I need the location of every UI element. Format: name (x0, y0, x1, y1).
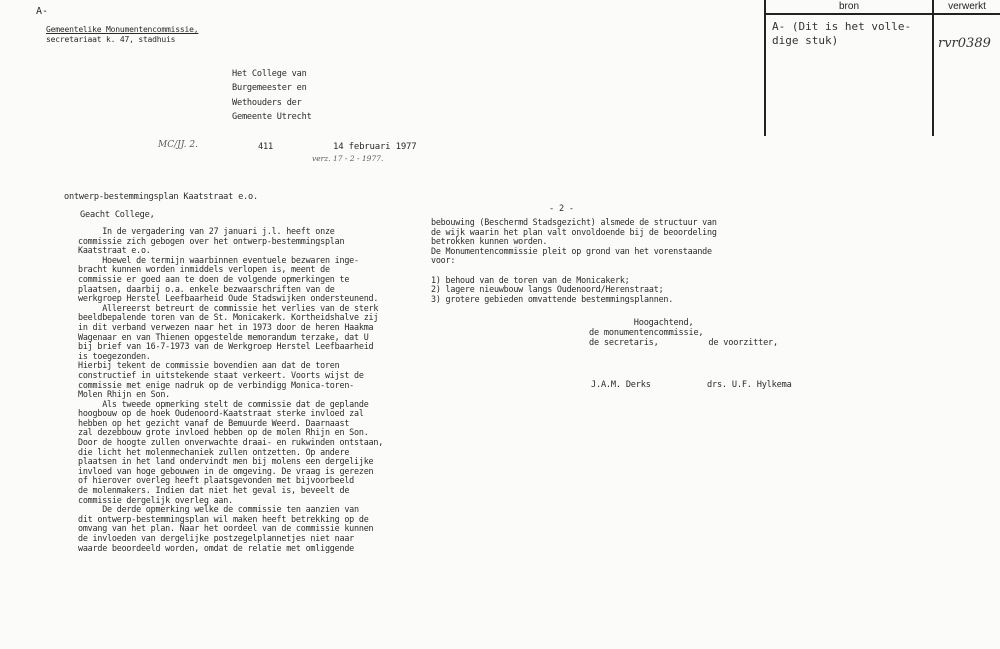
body-text-line: beeldbepalende toren van de St. Monicakerk. Kortheidshalve zij (78, 312, 379, 323)
letter-subject: ontwerp-bestemmingsplan Kaatstraat e.o. (64, 192, 258, 202)
body-text-line: plaatsen in het land ondervindt men bij molens een dergelijke (78, 456, 374, 467)
stamp-bron-line: dige stuk) (772, 34, 839, 47)
handwritten-sent-date: verz. 17 - 2 - 1977. (312, 154, 384, 163)
stamp-bron-header: bron (838, 1, 859, 12)
body-text-line: hoogbouw op de hoek Oudenoord-Kaatstraat sterke invloed zal (78, 408, 364, 419)
body-text-line: in dit verband verwezen naar het in 1973 door de heren Haakma (78, 321, 374, 332)
body-text-line: die licht het molenmechaniek zullen ontzetten. Op andere (78, 446, 350, 457)
address-line: Gemeente Utrecht (232, 111, 312, 122)
corner-mark: A- (36, 6, 49, 17)
archive-stamp-table (764, 0, 1000, 136)
body-text-line: werkgroep Herstel Leefbaarheid Oude Stadswijken ondersteunend. (78, 293, 379, 304)
address-line: Het College van (232, 69, 307, 79)
body-text-line: Door de hoogte zullen onverwachte draai- en rukwinden ontstaan, (78, 437, 384, 448)
body-text-line: commissie er goed aan te doen de volgende opmerkingen te (78, 273, 350, 284)
letter-number: 411 (258, 142, 273, 152)
handwritten-reference: MC/JJ. 2. (158, 140, 198, 150)
body-text-line: betrokken kunnen worden. (431, 236, 548, 247)
body-text-line: bij brief van 16-7-1973 van de Werkgroep Herstel Leefbaarheid (78, 341, 374, 352)
body-text-line: plaatsen, daarbij o.a. enkele bezwaarschriften van de (78, 283, 335, 294)
signature-secretary: J.A.M. Derks (591, 380, 651, 390)
body-text-line: voor: (431, 255, 456, 266)
body-text-line: Als tweede opmerking stelt de commissie dat de geplande (78, 398, 369, 409)
body-text-line: Hierbij tekent de commissie bovendien aan dat de toren (78, 360, 340, 371)
body-text-line: 1) behoud van de toren van de Monicakerk; (431, 274, 630, 285)
body-text-line: In de vergadering van 27 januari j.l. heeft onze (78, 226, 335, 236)
body-text-line: commissie zich gebogen over het ontwerp-bestemmingsplan (78, 235, 345, 246)
body-text-line: de wijk waarin het plan valt onvoldoende bij de beoordeling (431, 226, 717, 237)
body-column-left (78, 227, 458, 553)
letter-date: 14 februari 1977 (333, 142, 417, 152)
body-text-line: Kaatstraat e.o. (78, 245, 151, 256)
body-text-line: de invloeden van dergelijke postzegelplannetjes niet naar (78, 533, 355, 543)
body-text-line: de molenmakers. Indien dat niet het geval is, beveelt de (78, 485, 350, 496)
body-text-line: De Monumentencommissie pleit op grond van het vorenstaande (431, 245, 712, 256)
body-text-line: invloed van hoge gebouwen in de omgeving. De vraag is gerezen (78, 465, 374, 476)
stamp-bron-value (772, 20, 911, 48)
stamp-verwerkt-header: verwerkt (948, 1, 986, 12)
stamp-bron-line: A- (Dit is het volle- (772, 20, 912, 33)
signature-chair: drs. U.F. Hylkema (707, 380, 792, 390)
sender-organization: Gemeentelike Monumentencommissie, (46, 25, 199, 34)
body-text-line: hebben op het gezicht vanaf de Bemuurde Weerd. Daarnaast (78, 417, 350, 428)
body-text-line: omvang van het plan. Naar het oordeel van de commissie kunnen (78, 523, 374, 534)
stamp-border-middle (932, 0, 934, 136)
body-text-line: constructief in uitstekende staat verkeert. Voorts wijst de (78, 369, 364, 380)
body-text-line: of hierover overleg heeft plaatsgevonden met bijvoorbeeld (78, 475, 355, 486)
salutation: Geacht College, (80, 210, 155, 220)
address-line: Burgemeester en (232, 83, 307, 94)
body-text-line: commissie met enige nadruk op de verbindigg Monica-toren- (78, 379, 355, 390)
body-column-right (431, 218, 811, 304)
address-line: Wethouders der (232, 97, 302, 108)
body-text-line: Allereerst betreurt de commissie het verlies van de sterk (78, 302, 379, 313)
page-marker: - 2 - (549, 204, 574, 214)
closing-org: de monumentencommissie, (589, 328, 704, 338)
body-text-line: 2) lagere nieuwbouw langs Oudenoord/Herenstraat; (431, 284, 664, 295)
body-text-line: Hoewel de termijn waarbinnen eventuele bezwaren inge- (78, 254, 359, 265)
sender-address: secretariaat k. 47, stadhuis (46, 34, 176, 44)
body-text-line: 3) grotere gebieden omvattende bestemmingsplannen. (431, 293, 674, 304)
body-text-line: commissie dergelijk overleg aan. (78, 494, 233, 505)
closing-greeting: Hoogachtend, (589, 318, 694, 328)
body-text-line: zal dezebbouw grote invloed hebben op de molen Rhijn en Son. (78, 427, 369, 438)
body-text-line: Wagenaar en van Thienen opgestelde memorandum terzake, dat U (78, 331, 369, 342)
recipient-address (232, 67, 312, 124)
body-text-line: De derde opmerking welke de commissie ten aanzien van (78, 504, 359, 515)
body-text-line: waarde beoordeeld worden, omdat de relatie met omliggende (78, 542, 355, 553)
body-text-line: Molen Rhijn en Son. (78, 389, 171, 400)
stamp-header-divider (764, 13, 1000, 15)
closing-roles: de secretaris, de voorzitter, (589, 338, 779, 348)
stamp-verwerkt-value: rvr0389 (938, 36, 991, 51)
body-text-line: dit ontwerp-bestemmingsplan wil maken heeft betrekking op de (78, 513, 369, 524)
closing-block (589, 318, 778, 348)
stamp-border-left (764, 0, 766, 136)
body-text-line: bracht kunnen worden inmiddels verlopen is, meent de (78, 264, 330, 275)
sender-block (46, 25, 198, 44)
body-text-line: bebouwing (Beschermd Stadsgezicht) alsmede de structuur van (431, 217, 717, 227)
body-text-line: is toegezonden. (78, 350, 151, 361)
